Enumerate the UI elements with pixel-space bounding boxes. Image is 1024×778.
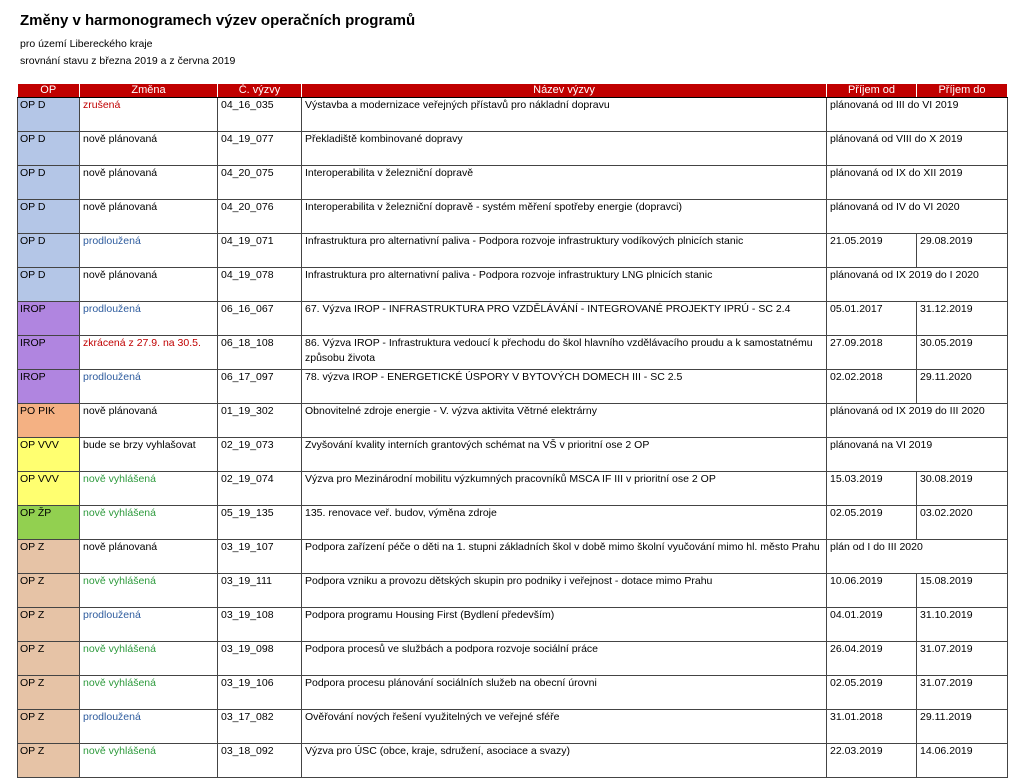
cell-cislo[interactable]: 06_17_097 bbox=[218, 370, 302, 404]
table-row[interactable] bbox=[18, 98, 1008, 132]
table-row[interactable] bbox=[18, 472, 1008, 506]
cell-prijem-od[interactable]: 15.03.2019 bbox=[827, 472, 917, 506]
cell-cislo[interactable]: 03_17_082 bbox=[218, 710, 302, 744]
cell-op[interactable]: OP Z bbox=[18, 540, 80, 574]
cell-prijem-od[interactable]: 27.09.2018 bbox=[827, 336, 917, 370]
cell-cislo[interactable]: 04_19_078 bbox=[218, 268, 302, 302]
table-body bbox=[18, 98, 1008, 778]
cell-prijem[interactable]: plánovaná na VI 2019 bbox=[827, 438, 1008, 472]
table-row[interactable] bbox=[18, 744, 1008, 778]
cell-zmena[interactable]: nově vyhlášená bbox=[80, 506, 218, 540]
cell-prijem[interactable]: plánovaná od IX 2019 do III 2020 bbox=[827, 404, 1008, 438]
cell-op[interactable]: OP D bbox=[18, 166, 80, 200]
cell-nazev[interactable]: Infrastruktura pro alternativní paliva - Podpora rozvoje infrastruktury LNG plnicích stanic bbox=[302, 268, 827, 302]
cell-zmena[interactable]: zrušená bbox=[80, 98, 218, 132]
cell-nazev[interactable]: Interoperabilita v železniční dopravě bbox=[302, 166, 827, 200]
cell-prijem[interactable]: plánovaná od IV do VI 2020 bbox=[827, 200, 1008, 234]
cell-prijem-do[interactable]: 15.08.2019 bbox=[917, 574, 1008, 608]
cell-nazev[interactable]: Obnovitelné zdroje energie - V. výzva aktivita Větrné elektrárny bbox=[302, 404, 827, 438]
cell-cislo[interactable]: 03_19_108 bbox=[218, 608, 302, 642]
cell-prijem-do[interactable]: 30.05.2019 bbox=[917, 336, 1008, 370]
cell-op[interactable]: OP D bbox=[18, 200, 80, 234]
cell-zmena[interactable]: nově plánovaná bbox=[80, 540, 218, 574]
cell-nazev[interactable]: 67. Výzva IROP - INFRASTRUKTURA PRO VZDĚLÁVÁNÍ - INTEGROVANÉ PROJEKTY IPRÚ - SC 2.4 bbox=[302, 302, 827, 336]
cell-cislo[interactable]: 04_19_071 bbox=[218, 234, 302, 268]
cell-zmena[interactable]: prodloužená bbox=[80, 370, 218, 404]
calls-table bbox=[17, 84, 1008, 778]
cell-op[interactable]: PO PIK bbox=[18, 404, 80, 438]
table-row[interactable] bbox=[18, 676, 1008, 710]
column-header-prijem-od[interactable]: Příjem od bbox=[827, 84, 917, 98]
cell-op[interactable]: OP D bbox=[18, 268, 80, 302]
cell-cislo[interactable]: 01_19_302 bbox=[218, 404, 302, 438]
cell-op[interactable]: OP D bbox=[18, 98, 80, 132]
cell-cislo[interactable]: 03_19_106 bbox=[218, 676, 302, 710]
table-row[interactable] bbox=[18, 642, 1008, 676]
cell-cislo[interactable]: 03_19_107 bbox=[218, 540, 302, 574]
cell-prijem-do[interactable]: 31.12.2019 bbox=[917, 302, 1008, 336]
cell-zmena[interactable]: prodloužená bbox=[80, 710, 218, 744]
cell-cislo[interactable]: 03_19_111 bbox=[218, 574, 302, 608]
cell-prijem[interactable]: plánovaná od III do VI 2019 bbox=[827, 98, 1008, 132]
cell-nazev[interactable]: 86. Výzva IROP - Infrastruktura vedoucí k přechodu do škol hlavního vzdělávacího proudu a k samostatnému způsobu života bbox=[302, 336, 827, 370]
column-header-op[interactable]: OP bbox=[18, 84, 80, 98]
cell-prijem-od[interactable]: 05.01.2017 bbox=[827, 302, 917, 336]
table-row[interactable] bbox=[18, 540, 1008, 574]
cell-op[interactable]: OP Z bbox=[18, 574, 80, 608]
cell-cislo[interactable]: 04_16_035 bbox=[218, 98, 302, 132]
cell-prijem-od[interactable]: 04.01.2019 bbox=[827, 608, 917, 642]
cell-zmena[interactable]: nově vyhlášená bbox=[80, 744, 218, 778]
cell-cislo[interactable]: 03_18_092 bbox=[218, 744, 302, 778]
cell-op[interactable]: OP VVV bbox=[18, 472, 80, 506]
column-header-zmena[interactable]: Změna bbox=[80, 84, 218, 98]
table-row[interactable] bbox=[18, 234, 1008, 268]
cell-op[interactable]: OP Z bbox=[18, 710, 80, 744]
cell-prijem-od[interactable]: 22.03.2019 bbox=[827, 744, 917, 778]
table-row[interactable] bbox=[18, 438, 1008, 472]
cell-nazev[interactable]: Ověřování nových řešení využitelných ve veřejné sféře bbox=[302, 710, 827, 744]
cell-cislo[interactable]: 02_19_074 bbox=[218, 472, 302, 506]
subtitle-comparison: srovnání stavu z března 2019 a z června 2019 bbox=[20, 55, 236, 67]
cell-prijem-do[interactable]: 30.08.2019 bbox=[917, 472, 1008, 506]
cell-zmena[interactable]: nově plánovaná bbox=[80, 268, 218, 302]
column-header-prijem-do[interactable]: Příjem do bbox=[917, 84, 1008, 98]
cell-nazev[interactable]: Podpora vzniku a provozu dětských skupin pro podniky i veřejnost - dotace mimo Prahu bbox=[302, 574, 827, 608]
cell-prijem-do[interactable]: 31.10.2019 bbox=[917, 608, 1008, 642]
cell-prijem-od[interactable]: 21.05.2019 bbox=[827, 234, 917, 268]
cell-nazev[interactable]: Interoperabilita v železniční dopravě - systém měření spotřeby energie (dopravci) bbox=[302, 200, 827, 234]
cell-nazev[interactable]: Podpora procesu plánování sociálních služeb na obecní úrovni bbox=[302, 676, 827, 710]
cell-prijem-od[interactable]: 31.01.2018 bbox=[827, 710, 917, 744]
cell-zmena[interactable]: nově plánovaná bbox=[80, 166, 218, 200]
cell-nazev[interactable]: Výzva pro ÚSC (obce, kraje, sdružení, asociace a svazy) bbox=[302, 744, 827, 778]
table-row[interactable] bbox=[18, 302, 1008, 336]
cell-prijem-do[interactable]: 29.11.2020 bbox=[917, 370, 1008, 404]
cell-cislo[interactable]: 06_16_067 bbox=[218, 302, 302, 336]
table-row[interactable] bbox=[18, 200, 1008, 234]
cell-op[interactable]: OP Z bbox=[18, 676, 80, 710]
cell-prijem-od[interactable]: 02.05.2019 bbox=[827, 676, 917, 710]
cell-prijem-do[interactable]: 03.02.2020 bbox=[917, 506, 1008, 540]
cell-nazev[interactable]: Podpora programu Housing First (Bydlení především) bbox=[302, 608, 827, 642]
cell-nazev[interactable]: Podpora zařízení péče o děti na 1. stupni základních škol v době mimo školní vyučování mimo hl. město Prahu bbox=[302, 540, 827, 574]
cell-zmena[interactable]: nově plánovaná bbox=[80, 404, 218, 438]
cell-prijem-od[interactable]: 26.04.2019 bbox=[827, 642, 917, 676]
cell-cislo[interactable]: 04_19_077 bbox=[218, 132, 302, 166]
cell-zmena[interactable]: zkrácená z 27.9. na 30.5. bbox=[80, 336, 218, 370]
cell-op[interactable]: OP D bbox=[18, 132, 80, 166]
page-title: Změny v harmonogramech výzev operačních programů bbox=[20, 12, 416, 29]
cell-zmena[interactable]: nově vyhlášená bbox=[80, 472, 218, 506]
cell-zmena[interactable]: prodloužená bbox=[80, 234, 218, 268]
table-row[interactable] bbox=[18, 710, 1008, 744]
cell-nazev[interactable]: Překladiště kombinované dopravy bbox=[302, 132, 827, 166]
cell-op[interactable]: OP Z bbox=[18, 744, 80, 778]
cell-prijem-do[interactable]: 29.11.2019 bbox=[917, 710, 1008, 744]
table-row[interactable] bbox=[18, 370, 1008, 404]
cell-op[interactable]: IROP bbox=[18, 336, 80, 370]
cell-zmena[interactable]: nově plánovaná bbox=[80, 200, 218, 234]
table-row[interactable] bbox=[18, 608, 1008, 642]
cell-nazev[interactable]: Výstavba a modernizace veřejných přístavů pro nákladní dopravu bbox=[302, 98, 827, 132]
table-row[interactable] bbox=[18, 132, 1008, 166]
table-row[interactable] bbox=[18, 336, 1008, 370]
table-header-row bbox=[18, 84, 1008, 98]
cell-op[interactable]: OP VVV bbox=[18, 438, 80, 472]
cell-op[interactable]: IROP bbox=[18, 302, 80, 336]
subtitle-region: pro území Libereckého kraje bbox=[20, 38, 153, 50]
cell-op[interactable]: IROP bbox=[18, 370, 80, 404]
cell-prijem[interactable]: plánovaná od IX 2019 do I 2020 bbox=[827, 268, 1008, 302]
cell-prijem[interactable]: plánovaná od VIII do X 2019 bbox=[827, 132, 1008, 166]
cell-nazev[interactable]: 78. výzva IROP - ENERGETICKÉ ÚSPORY V BYTOVÝCH DOMECH III - SC 2.5 bbox=[302, 370, 827, 404]
cell-prijem-do[interactable]: 31.07.2019 bbox=[917, 642, 1008, 676]
cell-cislo[interactable]: 04_20_075 bbox=[218, 166, 302, 200]
cell-prijem-do[interactable]: 31.07.2019 bbox=[917, 676, 1008, 710]
cell-nazev[interactable]: 135. renovace veř. budov, výměna zdroje bbox=[302, 506, 827, 540]
cell-op[interactable]: OP Z bbox=[18, 642, 80, 676]
cell-cislo[interactable]: 02_19_073 bbox=[218, 438, 302, 472]
cell-cislo[interactable]: 06_18_108 bbox=[218, 336, 302, 370]
table-row[interactable] bbox=[18, 268, 1008, 302]
cell-zmena[interactable]: nově vyhlášená bbox=[80, 676, 218, 710]
column-header-nazev[interactable]: Název výzvy bbox=[302, 84, 827, 98]
column-header-cislo[interactable]: Č. výzvy bbox=[218, 84, 302, 98]
cell-cislo[interactable]: 05_19_135 bbox=[218, 506, 302, 540]
cell-zmena[interactable]: prodloužená bbox=[80, 302, 218, 336]
cell-zmena[interactable]: nově plánovaná bbox=[80, 132, 218, 166]
cell-zmena[interactable]: nově vyhlášená bbox=[80, 574, 218, 608]
cell-prijem-od[interactable]: 10.06.2019 bbox=[827, 574, 917, 608]
table-row[interactable] bbox=[18, 166, 1008, 200]
table-row[interactable] bbox=[18, 404, 1008, 438]
cell-op[interactable]: OP ŽP bbox=[18, 506, 80, 540]
cell-nazev[interactable]: Infrastruktura pro alternativní paliva - Podpora rozvoje infrastruktury vodíkových plnicích stanic bbox=[302, 234, 827, 268]
cell-nazev[interactable]: Podpora procesů ve službách a podpora rozvoje sociální práce bbox=[302, 642, 827, 676]
cell-op[interactable]: OP D bbox=[18, 234, 80, 268]
table-row[interactable] bbox=[18, 506, 1008, 540]
cell-nazev[interactable]: Zvyšování kvality interních grantových schémat na VŠ v prioritní ose 2 OP bbox=[302, 438, 827, 472]
cell-cislo[interactable]: 04_20_076 bbox=[218, 200, 302, 234]
cell-zmena[interactable]: prodloužená bbox=[80, 608, 218, 642]
cell-prijem-od[interactable]: 02.02.2018 bbox=[827, 370, 917, 404]
cell-prijem-do[interactable]: 14.06.2019 bbox=[917, 744, 1008, 778]
cell-zmena[interactable]: nově vyhlášená bbox=[80, 642, 218, 676]
cell-prijem[interactable]: plán od I do III 2020 bbox=[827, 540, 1008, 574]
cell-prijem-od[interactable]: 02.05.2019 bbox=[827, 506, 917, 540]
cell-prijem-do[interactable]: 29.08.2019 bbox=[917, 234, 1008, 268]
cell-prijem[interactable]: plánovaná od IX do XII 2019 bbox=[827, 166, 1008, 200]
table-row[interactable] bbox=[18, 574, 1008, 608]
cell-nazev[interactable]: Výzva pro Mezinárodní mobilitu výzkumných pracovníků MSCA IF III v prioritní ose 2 OP bbox=[302, 472, 827, 506]
cell-zmena[interactable]: bude se brzy vyhlašovat bbox=[80, 438, 218, 472]
cell-op[interactable]: OP Z bbox=[18, 608, 80, 642]
cell-cislo[interactable]: 03_19_098 bbox=[218, 642, 302, 676]
